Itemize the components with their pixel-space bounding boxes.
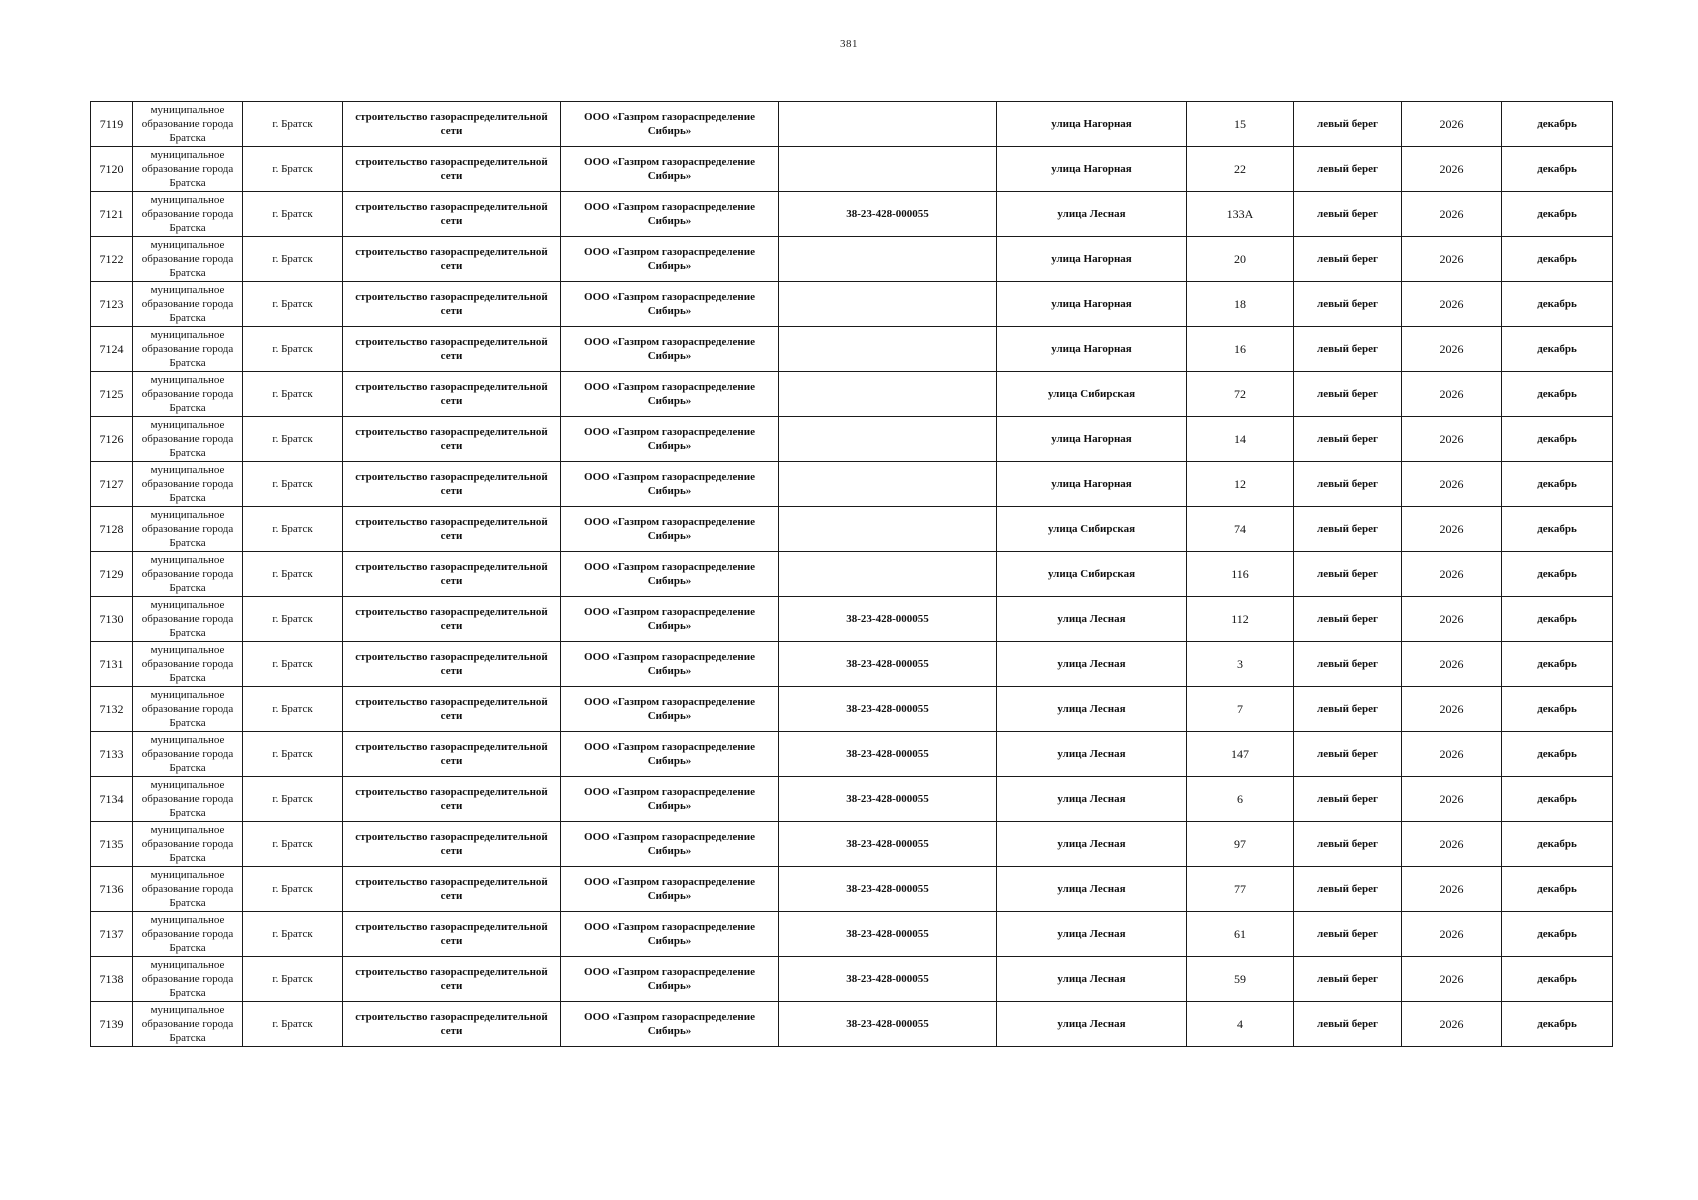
cadastral-number-cell: 38-23-428-000055 [779, 822, 997, 867]
river-bank-cell: левый берег [1294, 912, 1402, 957]
table-row [91, 957, 1613, 1002]
year-cell: 2026 [1402, 777, 1502, 822]
river-bank-cell: левый берег [1294, 327, 1402, 372]
river-bank-cell: левый берег [1294, 957, 1402, 1002]
row-number-cell: 7139 [91, 1002, 133, 1047]
work-type-cell: строительство газораспределительной сети [343, 732, 561, 777]
city-cell: г. Братск [243, 417, 343, 462]
city-cell: г. Братск [243, 282, 343, 327]
street-cell: улица Лесная [997, 732, 1187, 777]
cadastral-number-cell [779, 372, 997, 417]
city-cell: г. Братск [243, 642, 343, 687]
street-cell: улица Нагорная [997, 417, 1187, 462]
municipality-cell: муниципальное образование города Братска [133, 147, 243, 192]
municipality-cell: муниципальное образование города Братска [133, 192, 243, 237]
cadastral-number-cell [779, 102, 997, 147]
table-row [91, 597, 1613, 642]
house-number-cell: 7 [1187, 687, 1294, 732]
municipality-cell: муниципальное образование города Братска [133, 777, 243, 822]
house-number-cell: 4 [1187, 1002, 1294, 1047]
street-cell: улица Лесная [997, 192, 1187, 237]
house-number-cell: 20 [1187, 237, 1294, 282]
cadastral-number-cell [779, 282, 997, 327]
street-cell: улица Нагорная [997, 327, 1187, 372]
year-cell: 2026 [1402, 237, 1502, 282]
organization-cell: ООО «Газпром газораспределение Сибирь» [561, 957, 779, 1002]
municipality-cell: муниципальное образование города Братска [133, 1002, 243, 1047]
month-cell: декабрь [1502, 147, 1613, 192]
work-type-cell: строительство газораспределительной сети [343, 237, 561, 282]
street-cell: улица Сибирская [997, 372, 1187, 417]
year-cell: 2026 [1402, 192, 1502, 237]
year-cell: 2026 [1402, 867, 1502, 912]
cadastral-number-cell: 38-23-428-000055 [779, 912, 997, 957]
city-cell: г. Братск [243, 552, 343, 597]
row-number-cell: 7138 [91, 957, 133, 1002]
month-cell: декабрь [1502, 327, 1613, 372]
street-cell: улица Нагорная [997, 147, 1187, 192]
municipality-cell: муниципальное образование города Братска [133, 867, 243, 912]
work-type-cell: строительство газораспределительной сети [343, 462, 561, 507]
organization-cell: ООО «Газпром газораспределение Сибирь» [561, 867, 779, 912]
year-cell: 2026 [1402, 687, 1502, 732]
city-cell: г. Братск [243, 192, 343, 237]
work-type-cell: строительство газораспределительной сети [343, 507, 561, 552]
work-type-cell: строительство газораспределительной сети [343, 957, 561, 1002]
river-bank-cell: левый берег [1294, 777, 1402, 822]
row-number-cell: 7131 [91, 642, 133, 687]
work-type-cell: строительство газораспределительной сети [343, 642, 561, 687]
row-number-cell: 7136 [91, 867, 133, 912]
house-number-cell: 77 [1187, 867, 1294, 912]
organization-cell: ООО «Газпром газораспределение Сибирь» [561, 282, 779, 327]
organization-cell: ООО «Газпром газораспределение Сибирь» [561, 372, 779, 417]
street-cell: улица Лесная [997, 1002, 1187, 1047]
row-number-cell: 7124 [91, 327, 133, 372]
row-number-cell: 7123 [91, 282, 133, 327]
month-cell: декабрь [1502, 237, 1613, 282]
river-bank-cell: левый берег [1294, 1002, 1402, 1047]
cadastral-number-cell: 38-23-428-000055 [779, 1002, 997, 1047]
city-cell: г. Братск [243, 777, 343, 822]
row-number-cell: 7122 [91, 237, 133, 282]
year-cell: 2026 [1402, 102, 1502, 147]
organization-cell: ООО «Газпром газораспределение Сибирь» [561, 822, 779, 867]
gas-network-registry-table [90, 101, 1613, 1047]
month-cell: декабрь [1502, 552, 1613, 597]
street-cell: улица Лесная [997, 642, 1187, 687]
month-cell: декабрь [1502, 597, 1613, 642]
street-cell: улица Лесная [997, 597, 1187, 642]
municipality-cell: муниципальное образование города Братска [133, 102, 243, 147]
row-number-cell: 7121 [91, 192, 133, 237]
house-number-cell: 116 [1187, 552, 1294, 597]
house-number-cell: 18 [1187, 282, 1294, 327]
municipality-cell: муниципальное образование города Братска [133, 507, 243, 552]
work-type-cell: строительство газораспределительной сети [343, 192, 561, 237]
year-cell: 2026 [1402, 1002, 1502, 1047]
cadastral-number-cell: 38-23-428-000055 [779, 192, 997, 237]
city-cell: г. Братск [243, 912, 343, 957]
cadastral-number-cell: 38-23-428-000055 [779, 777, 997, 822]
year-cell: 2026 [1402, 147, 1502, 192]
table-row [91, 147, 1613, 192]
row-number-cell: 7127 [91, 462, 133, 507]
row-number-cell: 7120 [91, 147, 133, 192]
house-number-cell: 59 [1187, 957, 1294, 1002]
table-row [91, 462, 1613, 507]
municipality-cell: муниципальное образование города Братска [133, 597, 243, 642]
organization-cell: ООО «Газпром газораспределение Сибирь» [561, 507, 779, 552]
organization-cell: ООО «Газпром газораспределение Сибирь» [561, 732, 779, 777]
cadastral-number-cell [779, 462, 997, 507]
table-row [91, 192, 1613, 237]
organization-cell: ООО «Газпром газораспределение Сибирь» [561, 552, 779, 597]
page-number: 381 [840, 38, 858, 50]
house-number-cell: 112 [1187, 597, 1294, 642]
river-bank-cell: левый берег [1294, 507, 1402, 552]
street-cell: улица Сибирская [997, 552, 1187, 597]
work-type-cell: строительство газораспределительной сети [343, 417, 561, 462]
table-row [91, 417, 1613, 462]
month-cell: декабрь [1502, 822, 1613, 867]
work-type-cell: строительство газораспределительной сети [343, 1002, 561, 1047]
table-row [91, 912, 1613, 957]
city-cell: г. Братск [243, 507, 343, 552]
work-type-cell: строительство газораспределительной сети [343, 282, 561, 327]
river-bank-cell: левый берег [1294, 282, 1402, 327]
city-cell: г. Братск [243, 462, 343, 507]
work-type-cell: строительство газораспределительной сети [343, 552, 561, 597]
cadastral-number-cell: 38-23-428-000055 [779, 687, 997, 732]
row-number-cell: 7132 [91, 687, 133, 732]
year-cell: 2026 [1402, 507, 1502, 552]
cadastral-number-cell [779, 327, 997, 372]
cadastral-number-cell: 38-23-428-000055 [779, 732, 997, 777]
municipality-cell: муниципальное образование города Братска [133, 417, 243, 462]
table-row [91, 102, 1613, 147]
table-row [91, 1002, 1613, 1047]
house-number-cell: 22 [1187, 147, 1294, 192]
work-type-cell: строительство газораспределительной сети [343, 777, 561, 822]
organization-cell: ООО «Газпром газораспределение Сибирь» [561, 777, 779, 822]
cadastral-number-cell [779, 552, 997, 597]
city-cell: г. Братск [243, 957, 343, 1002]
street-cell: улица Нагорная [997, 282, 1187, 327]
river-bank-cell: левый берег [1294, 417, 1402, 462]
city-cell: г. Братск [243, 597, 343, 642]
house-number-cell: 16 [1187, 327, 1294, 372]
street-cell: улица Лесная [997, 912, 1187, 957]
year-cell: 2026 [1402, 822, 1502, 867]
municipality-cell: муниципальное образование города Братска [133, 957, 243, 1002]
work-type-cell: строительство газораспределительной сети [343, 372, 561, 417]
cadastral-number-cell [779, 507, 997, 552]
work-type-cell: строительство газораспределительной сети [343, 147, 561, 192]
municipality-cell: муниципальное образование города Братска [133, 912, 243, 957]
street-cell: улица Лесная [997, 777, 1187, 822]
street-cell: улица Нагорная [997, 462, 1187, 507]
month-cell: декабрь [1502, 1002, 1613, 1047]
river-bank-cell: левый берег [1294, 102, 1402, 147]
house-number-cell: 97 [1187, 822, 1294, 867]
row-number-cell: 7119 [91, 102, 133, 147]
year-cell: 2026 [1402, 597, 1502, 642]
organization-cell: ООО «Газпром газораспределение Сибирь» [561, 147, 779, 192]
municipality-cell: муниципальное образование города Братска [133, 822, 243, 867]
municipality-cell: муниципальное образование города Братска [133, 642, 243, 687]
month-cell: декабрь [1502, 372, 1613, 417]
house-number-cell: 147 [1187, 732, 1294, 777]
city-cell: г. Братск [243, 732, 343, 777]
work-type-cell: строительство газораспределительной сети [343, 102, 561, 147]
work-type-cell: строительство газораспределительной сети [343, 687, 561, 732]
municipality-cell: муниципальное образование города Братска [133, 237, 243, 282]
municipality-cell: муниципальное образование города Братска [133, 282, 243, 327]
month-cell: декабрь [1502, 732, 1613, 777]
table-row [91, 372, 1613, 417]
street-cell: улица Нагорная [997, 102, 1187, 147]
street-cell: улица Нагорная [997, 237, 1187, 282]
organization-cell: ООО «Газпром газораспределение Сибирь» [561, 642, 779, 687]
row-number-cell: 7125 [91, 372, 133, 417]
municipality-cell: муниципальное образование города Братска [133, 687, 243, 732]
cadastral-number-cell: 38-23-428-000055 [779, 957, 997, 1002]
river-bank-cell: левый берег [1294, 867, 1402, 912]
row-number-cell: 7133 [91, 732, 133, 777]
organization-cell: ООО «Газпром газораспределение Сибирь» [561, 912, 779, 957]
street-cell: улица Лесная [997, 957, 1187, 1002]
month-cell: декабрь [1502, 957, 1613, 1002]
street-cell: улица Лесная [997, 687, 1187, 732]
year-cell: 2026 [1402, 372, 1502, 417]
river-bank-cell: левый берег [1294, 462, 1402, 507]
street-cell: улица Сибирская [997, 507, 1187, 552]
table-row [91, 732, 1613, 777]
municipality-cell: муниципальное образование города Братска [133, 372, 243, 417]
house-number-cell: 15 [1187, 102, 1294, 147]
row-number-cell: 7134 [91, 777, 133, 822]
organization-cell: ООО «Газпром газораспределение Сибирь» [561, 462, 779, 507]
river-bank-cell: левый берег [1294, 192, 1402, 237]
cadastral-number-cell [779, 147, 997, 192]
city-cell: г. Братск [243, 1002, 343, 1047]
organization-cell: ООО «Газпром газораспределение Сибирь» [561, 102, 779, 147]
organization-cell: ООО «Газпром газораспределение Сибирь» [561, 327, 779, 372]
river-bank-cell: левый берег [1294, 372, 1402, 417]
river-bank-cell: левый берег [1294, 822, 1402, 867]
month-cell: декабрь [1502, 102, 1613, 147]
month-cell: декабрь [1502, 462, 1613, 507]
river-bank-cell: левый берег [1294, 597, 1402, 642]
house-number-cell: 74 [1187, 507, 1294, 552]
house-number-cell: 14 [1187, 417, 1294, 462]
month-cell: декабрь [1502, 912, 1613, 957]
table-row [91, 282, 1613, 327]
city-cell: г. Братск [243, 822, 343, 867]
municipality-cell: муниципальное образование города Братска [133, 462, 243, 507]
month-cell: декабрь [1502, 282, 1613, 327]
row-number-cell: 7126 [91, 417, 133, 462]
organization-cell: ООО «Газпром газораспределение Сибирь» [561, 1002, 779, 1047]
table-row [91, 867, 1613, 912]
municipality-cell: муниципальное образование города Братска [133, 552, 243, 597]
city-cell: г. Братск [243, 372, 343, 417]
table-row [91, 642, 1613, 687]
month-cell: декабрь [1502, 192, 1613, 237]
month-cell: декабрь [1502, 507, 1613, 552]
street-cell: улица Лесная [997, 822, 1187, 867]
year-cell: 2026 [1402, 462, 1502, 507]
cadastral-number-cell [779, 417, 997, 462]
month-cell: декабрь [1502, 417, 1613, 462]
river-bank-cell: левый берег [1294, 642, 1402, 687]
work-type-cell: строительство газораспределительной сети [343, 912, 561, 957]
row-number-cell: 7135 [91, 822, 133, 867]
work-type-cell: строительство газораспределительной сети [343, 597, 561, 642]
table-row [91, 822, 1613, 867]
organization-cell: ООО «Газпром газораспределение Сибирь» [561, 237, 779, 282]
street-cell: улица Лесная [997, 867, 1187, 912]
year-cell: 2026 [1402, 327, 1502, 372]
river-bank-cell: левый берег [1294, 147, 1402, 192]
table-row [91, 687, 1613, 732]
table-body [91, 102, 1613, 1047]
organization-cell: ООО «Газпром газораспределение Сибирь» [561, 192, 779, 237]
house-number-cell: 6 [1187, 777, 1294, 822]
organization-cell: ООО «Газпром газораспределение Сибирь» [561, 417, 779, 462]
river-bank-cell: левый берег [1294, 732, 1402, 777]
year-cell: 2026 [1402, 912, 1502, 957]
table-row [91, 777, 1613, 822]
city-cell: г. Братск [243, 867, 343, 912]
month-cell: декабрь [1502, 642, 1613, 687]
work-type-cell: строительство газораспределительной сети [343, 867, 561, 912]
city-cell: г. Братск [243, 327, 343, 372]
year-cell: 2026 [1402, 957, 1502, 1002]
municipality-cell: муниципальное образование города Братска [133, 327, 243, 372]
month-cell: декабрь [1502, 777, 1613, 822]
table-row [91, 327, 1613, 372]
year-cell: 2026 [1402, 282, 1502, 327]
house-number-cell: 12 [1187, 462, 1294, 507]
row-number-cell: 7129 [91, 552, 133, 597]
municipality-cell: муниципальное образование города Братска [133, 732, 243, 777]
cadastral-number-cell: 38-23-428-000055 [779, 867, 997, 912]
work-type-cell: строительство газораспределительной сети [343, 822, 561, 867]
cadastral-number-cell: 38-23-428-000055 [779, 642, 997, 687]
city-cell: г. Братск [243, 237, 343, 282]
house-number-cell: 3 [1187, 642, 1294, 687]
row-number-cell: 7137 [91, 912, 133, 957]
organization-cell: ООО «Газпром газораспределение Сибирь» [561, 687, 779, 732]
table-row [91, 507, 1613, 552]
year-cell: 2026 [1402, 732, 1502, 777]
cadastral-number-cell: 38-23-428-000055 [779, 597, 997, 642]
house-number-cell: 133А [1187, 192, 1294, 237]
city-cell: г. Братск [243, 102, 343, 147]
table-row [91, 552, 1613, 597]
organization-cell: ООО «Газпром газораспределение Сибирь» [561, 597, 779, 642]
house-number-cell: 61 [1187, 912, 1294, 957]
month-cell: декабрь [1502, 867, 1613, 912]
work-type-cell: строительство газораспределительной сети [343, 327, 561, 372]
city-cell: г. Братск [243, 147, 343, 192]
year-cell: 2026 [1402, 417, 1502, 462]
river-bank-cell: левый берег [1294, 687, 1402, 732]
house-number-cell: 72 [1187, 372, 1294, 417]
year-cell: 2026 [1402, 642, 1502, 687]
month-cell: декабрь [1502, 687, 1613, 732]
river-bank-cell: левый берег [1294, 552, 1402, 597]
row-number-cell: 7128 [91, 507, 133, 552]
river-bank-cell: левый берег [1294, 237, 1402, 282]
row-number-cell: 7130 [91, 597, 133, 642]
year-cell: 2026 [1402, 552, 1502, 597]
city-cell: г. Братск [243, 687, 343, 732]
cadastral-number-cell [779, 237, 997, 282]
table-row [91, 237, 1613, 282]
